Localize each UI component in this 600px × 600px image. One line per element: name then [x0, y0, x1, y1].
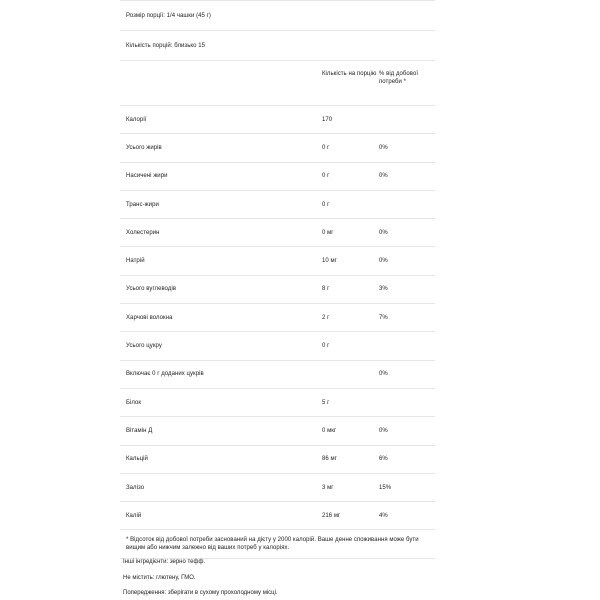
nutrient-amount: 5 г	[322, 399, 330, 406]
nutrient-daily-value: 0%	[379, 144, 388, 151]
nutrient-amount: 10 мг	[322, 258, 337, 265]
nutrient-amount: 8 г	[322, 286, 330, 293]
nutrient-name: Кальцій	[126, 456, 148, 463]
nutrient-name: Калорії	[126, 116, 147, 123]
table-row	[120, 276, 435, 304]
nutrient-name: Харчові волокна	[126, 314, 173, 321]
nutrient-name: Транс-жири	[126, 201, 159, 208]
table-row	[120, 163, 435, 191]
warning-line: Попередження: зберігати в сухому прохолодному місці.	[123, 590, 278, 596]
table-row	[120, 219, 435, 247]
table-row	[120, 417, 435, 445]
nutrient-name: Холестерин	[126, 229, 160, 236]
nutrient-name: Натрій	[126, 258, 145, 265]
nutrient-daily-value: 0%	[379, 427, 388, 434]
nutrient-name: Залізо	[126, 484, 145, 491]
nutrient-daily-value: 0%	[379, 258, 388, 265]
nutrient-amount: 0 г	[322, 343, 330, 350]
table-row	[120, 502, 435, 530]
nutrient-rows	[120, 106, 435, 530]
servings-count-text: Кількість порцій: близько 15	[126, 42, 205, 49]
table-row	[120, 106, 435, 134]
nutrient-amount: 170	[322, 116, 333, 123]
header-daily-value: % від добової потреби *	[379, 71, 419, 85]
table-row	[120, 134, 435, 162]
nutrient-name: Білок	[126, 399, 142, 406]
nutrient-amount: 3 мг	[322, 484, 334, 491]
serving-size-text: Розмір порції: 1/4 чашки (45 г)	[126, 12, 211, 19]
nutrient-name: Вітамін Д	[126, 427, 153, 434]
nutrient-amount: 0 мг	[322, 229, 334, 236]
nutrient-daily-value: 7%	[379, 314, 388, 321]
nutrient-daily-value: 15%	[379, 484, 392, 491]
nutrient-amount: 2 г	[322, 314, 330, 321]
table-row	[120, 446, 435, 474]
nutrient-name: Усього жирів	[126, 144, 162, 151]
free-from-line: Не містить: глютену, ГМО.	[123, 574, 196, 581]
nutrient-name: Усього вуглеводів	[126, 286, 177, 293]
nutrient-name: Калій	[126, 512, 142, 519]
header-amount: Кількість на порцію	[322, 71, 377, 77]
nutrient-daily-value: 0%	[379, 371, 388, 378]
footnote-text: * Відсоток від добової потреби заснований на дієту у 2000 калорій. Ваше денне споживання може бути вищим або нижчим залежно від ваших потреб у калоріях.	[126, 537, 419, 552]
table-row	[120, 389, 435, 417]
table-row	[120, 474, 435, 502]
nutrient-amount: 216 мг	[322, 512, 341, 519]
product-notes	[123, 555, 278, 600]
table-row	[120, 247, 435, 275]
nutrient-name: Насичені жири	[126, 173, 168, 180]
table-header	[120, 61, 435, 106]
servings-count	[120, 31, 435, 61]
nutrient-amount: 0 мкг	[322, 427, 337, 434]
nutrient-daily-value: 6%	[379, 456, 388, 463]
nutrient-amount: 86 мг	[322, 456, 337, 463]
nutrient-daily-value: 0%	[379, 229, 388, 236]
nutrient-daily-value: 4%	[379, 512, 388, 519]
nutrient-name: Усього цукру	[126, 343, 162, 350]
nutrient-amount: 0 г	[322, 173, 330, 180]
table-row	[120, 332, 435, 360]
ingredients-line: Інші інгредієнти: зерно тефф.	[123, 559, 206, 565]
serving-size	[120, 1, 435, 31]
table-row	[120, 191, 435, 219]
nutrient-amount: 0 г	[322, 201, 330, 208]
nutrient-name: Включає 0 г доданих цукрів	[126, 371, 204, 378]
nutrition-facts-table	[120, 0, 435, 559]
table-row	[120, 361, 435, 389]
nutrient-daily-value: 3%	[379, 286, 388, 293]
table-row	[120, 304, 435, 332]
nutrient-daily-value: 0%	[379, 173, 388, 180]
nutrient-amount: 0 г	[322, 144, 330, 151]
